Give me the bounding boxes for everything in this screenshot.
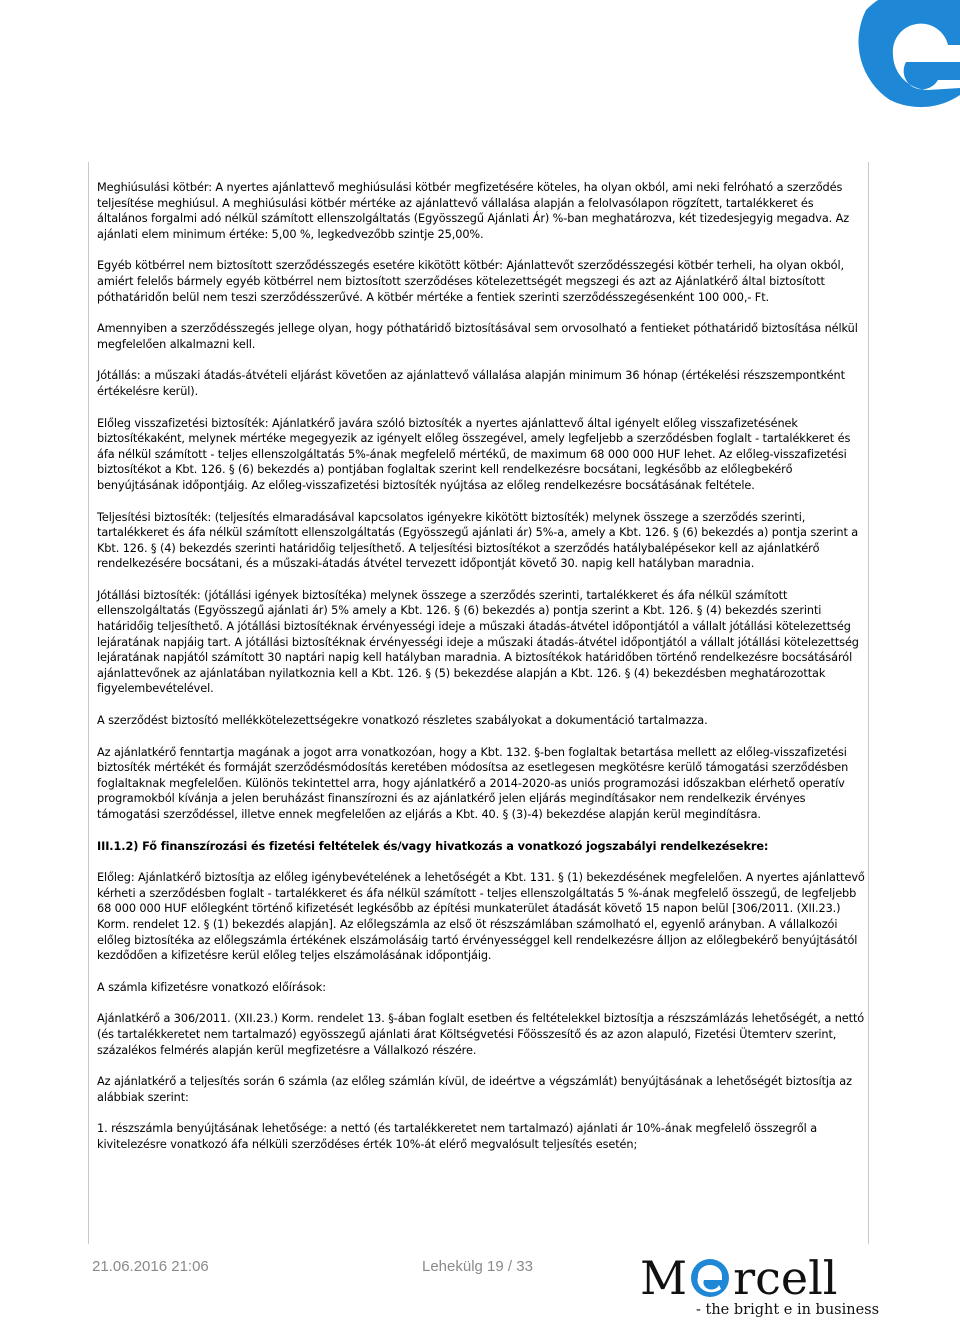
paragraph-szerzodesszeges: Amennyiben a szerződésszegés jellege olyan, hogy póthatáridő biztosításával sem orvosolható a fentieket póthatáridő biztosítása nélkül megfelelően alkalmazni kell. bbox=[97, 322, 858, 351]
paragraph-teljesitesi-biztositek: Teljesítési biztosíték: (teljesítés elmaradásával kapcsolatos igényekre kikötött biztosíték) melynek összege a szerződés szerinti, tartalékkeret és áfa nélkül számított ellenszolgáltatás (Egyösszegű ajánlati ár) 5%-a, amely a Kbt. 126. § (6) bekezdés a) pontja szerint a Kbt. 126. § (4) bekezdés szerinti határidőig teljesíthető. A teljesítési biztosítékot a szerződés hatálybalépésekor kell az ajánlatkérő rendelkezésére bocsátani, és a műszaki-átadás átvétel tervezett időpontját követő 30. napig kell hatályban maradnia. bbox=[97, 510, 859, 571]
paragraph-jotallasi-biztositek: Jótállási biztosíték: (jótállási igények biztosítéka) melynek összege a szerződés szerinti, tartalékkeret és áfa nélkül számított ellenszolgáltatás (Egyösszegű ajánlati ár) 5% amely a Kbt. 126. § (6) bekezdés a) pontja szerint a Kbt. 126. § (4) bekezdés szerinti határidőig teljesíthető. A jótállási biztosítéknak érvényességi ideje a műszaki átadás-átvétel időpontjától a vállalt jótállási kötelezettség lejáratának napjáig tart. A jótállási biztosítéknak érvényességi ideje a műszaki átadás-átvétel időpontjától a vállalt jótállási kötelezettség lejáratának napjától számított 30 naptári napig kell hatályban maradnia. A biztosítékok határidőben történő rendelkezésre bocsátásáról ajánlattevőnek az ajánlatában nyilatkoznia kell a Kbt. 126. § (5) bekezdése alapján a Kbt. 126. § (4) bekezdésben meghatározottak figyelembevételével. bbox=[97, 588, 859, 696]
paragraph-eloleg: Előleg: Ajánlatkérő biztosítja az előleg igénybevételének a lehetőségét a Kbt. 131. § (1) bekezdésének megfelelően. A nyertes ajánlattevő kérheti a szerződésben foglalt - tartalékkeret és áfa nélkül számított - teljes ellenszolgáltatás 5 %-ának megfelelő összegű, de legfeljebb 68 000 000 HUF előlegként történő kifizetését legkésőbb az építési munkaterület átadását követő 15 napon belül [306/2011. (XII.23.) Korm. rendelet 12. § (1) bekezdés alapján]. Az előlegszámla az első öt részszámlában számolható el, egyenlő arányban. A vállalkozói előleg biztosítéka az előlegszámla értékének elszámolásáig tartó érvényességgel kell rendelkezésre álljon az előlegbekérő benyújtásától kezdődően a kifizetésre kerül előleg teljes elszámolásának időpontjáig. bbox=[97, 871, 865, 963]
brand-e-icon bbox=[688, 1258, 732, 1298]
paragraph-jotallas: Jótállás: a műszaki átadás-átvételi eljárást követően az ajánlattevő vállalása alapján minimum 36 hónap (értékelési részszempontként értékelésre kerül). bbox=[97, 369, 845, 398]
document-body bbox=[97, 180, 867, 1169]
page-border-right bbox=[868, 162, 869, 1244]
paragraph-eloleg-biztositek: Előleg visszafizetési biztosíték: Ajánlatkérő javára szóló biztosíték a nyertes ajánlattevő által igényelt előleg visszafizetésének biztosítékaként, melynek mértéke megegyezik az igényelt előleg összegével, amely legfeljebb a szerződésben foglalt - tartalékkeret és áfa nélkül számított - teljes ellenszolgáltatás 5%-ának megfelelő mértékű, de maximum 68 000 000 HUF lehet. Az előleg-visszafizetési biztosítékot a Kbt. 126. § (6) bekezdés a) pontjában foglaltak szerint kell rendelkezésre bocsátani, legkésőbb az előlegbekérő benyújtásának időpontjáig. Az előleg-visszafizetési biztosíték nyújtása az előleg rendelkezésre bocsátásának feltétele. bbox=[97, 416, 851, 492]
footer-page-number: Lehekülg 19 / 33 bbox=[422, 1258, 533, 1275]
paragraph-meghiusulasi-kotber: Meghiúsulási kötbér: A nyertes ajánlattevő meghiúsulási kötbér megfizetésére köteles, ha olyan okból, ami neki felróható a szerződés teljesítése meghiúsul. A meghiúsulási kötbér mértéke az ajánlattevő vállalása alapján a felolvasólapon rögzített, tartalékkeret és általános forgalmi adó nélkül számított ellenszolgáltatás (Egyösszegű Ajánlati Ár) %-ban meghatározva, két tizedesjegyig megadva. Az ajánlati elem minimum értéke: 5,00 %, legkedvezőbb szintje 25,00%. bbox=[97, 181, 850, 241]
brand-word-end: rcell bbox=[733, 1251, 838, 1305]
paragraph-egyeb-kotber: Egyéb kötbérrel nem biztosított szerződésszegés esetére kikötött kötbér: Ajánlattevőt szerződésszegési kötbér terheli, ha olyan okból, amiért felelős bármely egyéb kötbérrel nem biztosított szerződéses kötelezettségét megszegi és azt az Ajánlatkérő által biztosított póthatáridőn belül nem teszi szerződésszerűvé. A kötbér mértéke a fentiek szerinti szerződésszegésenként 100 000,- Ft. bbox=[97, 259, 844, 304]
paragraph-szamlak-szama: Az ajánlatkérő a teljesítés során 6 számla (az előleg számlán kívül, de ideértve a végszámlát) benyújtásának a lehetőségét biztosítja az alábbiak szerint: bbox=[97, 1075, 852, 1104]
paragraph-reszszamlazas: Ajánlatkérő a 306/2011. (XII.23.) Korm. rendelet 13. §-ában foglalt esetben és feltételekkel biztosítja a részszámlázás lehetőségét, a nettó (és tartalékkeretet nem tartalmazó) egyösszegű ajánlati árat Költségvetési Főösszesítő és az azon alapuló, Fizetési Ütemterv szerint, százalékos felmérés alapján kerül megfizetésre a Vállalkozó részére. bbox=[97, 1012, 865, 1057]
paragraph-szamla-eloirasok: A számla kifizetésre vonatkozó előírások: bbox=[97, 980, 326, 994]
brand-logo-corner bbox=[848, 0, 960, 120]
footer-date: 21.06.2016 21:06 bbox=[92, 1258, 209, 1275]
paragraph-mellekkotelezettsegek: A szerződést biztosító mellékkötelezettségekre vonatkozó részletes szabályokat a dokumentáció tartalmazza. bbox=[97, 714, 708, 728]
paragraph-ajanlatkero-jog: Az ajánlatkérő fenntartja magának a jogot arra vonatkozóan, hogy a Kbt. 132. §-ben foglaltak betartása mellett az előleg-visszafizetési biztosíték mértékét és formáját szerződésmódosítás keretében módosítsa az esetlegesen megkötésre kerülő támogatási szerződésben foglaltaknak megfelelően. Különös tekintettel arra, hogy ajánlatkérő a 2014-2020-as uniós programozási időszakban elérhető operatív programokból kívánja a jelen beruházást finanszírozni és az ajánlatkérő jelen eljárás megindításakor nem rendelkezik érvényes támogatási szerződéssel, illetve ennek megfelelően az eljárás a Kbt. 40. § (3)-4) bekezdése alapján kerül megindításra. bbox=[97, 745, 849, 821]
brand-logo bbox=[640, 1251, 880, 1324]
brand-wordmark bbox=[640, 1252, 838, 1304]
brand-tagline: - the bright e in business bbox=[696, 1302, 880, 1318]
page-border-left bbox=[88, 162, 89, 1244]
section-heading: III.1.2) Fő finanszírozási és fizetési feltételek és/vagy hivatkozás a vonatkozó jogszabályi rendelkezésekre: bbox=[97, 839, 769, 853]
paragraph-reszszamla-1: 1. részszámla benyújtásának lehetősége: a nettó (és tartalékkeretet nem tartalmazó) ajánlati ár 10%-ának megfelelő összegről a kivitelezésre vonatkozó áfa nélküli szerződéses érték 10%-át elérő megvalósult teljesítés esetén; bbox=[97, 1122, 818, 1151]
brand-word-start: M bbox=[640, 1251, 688, 1305]
